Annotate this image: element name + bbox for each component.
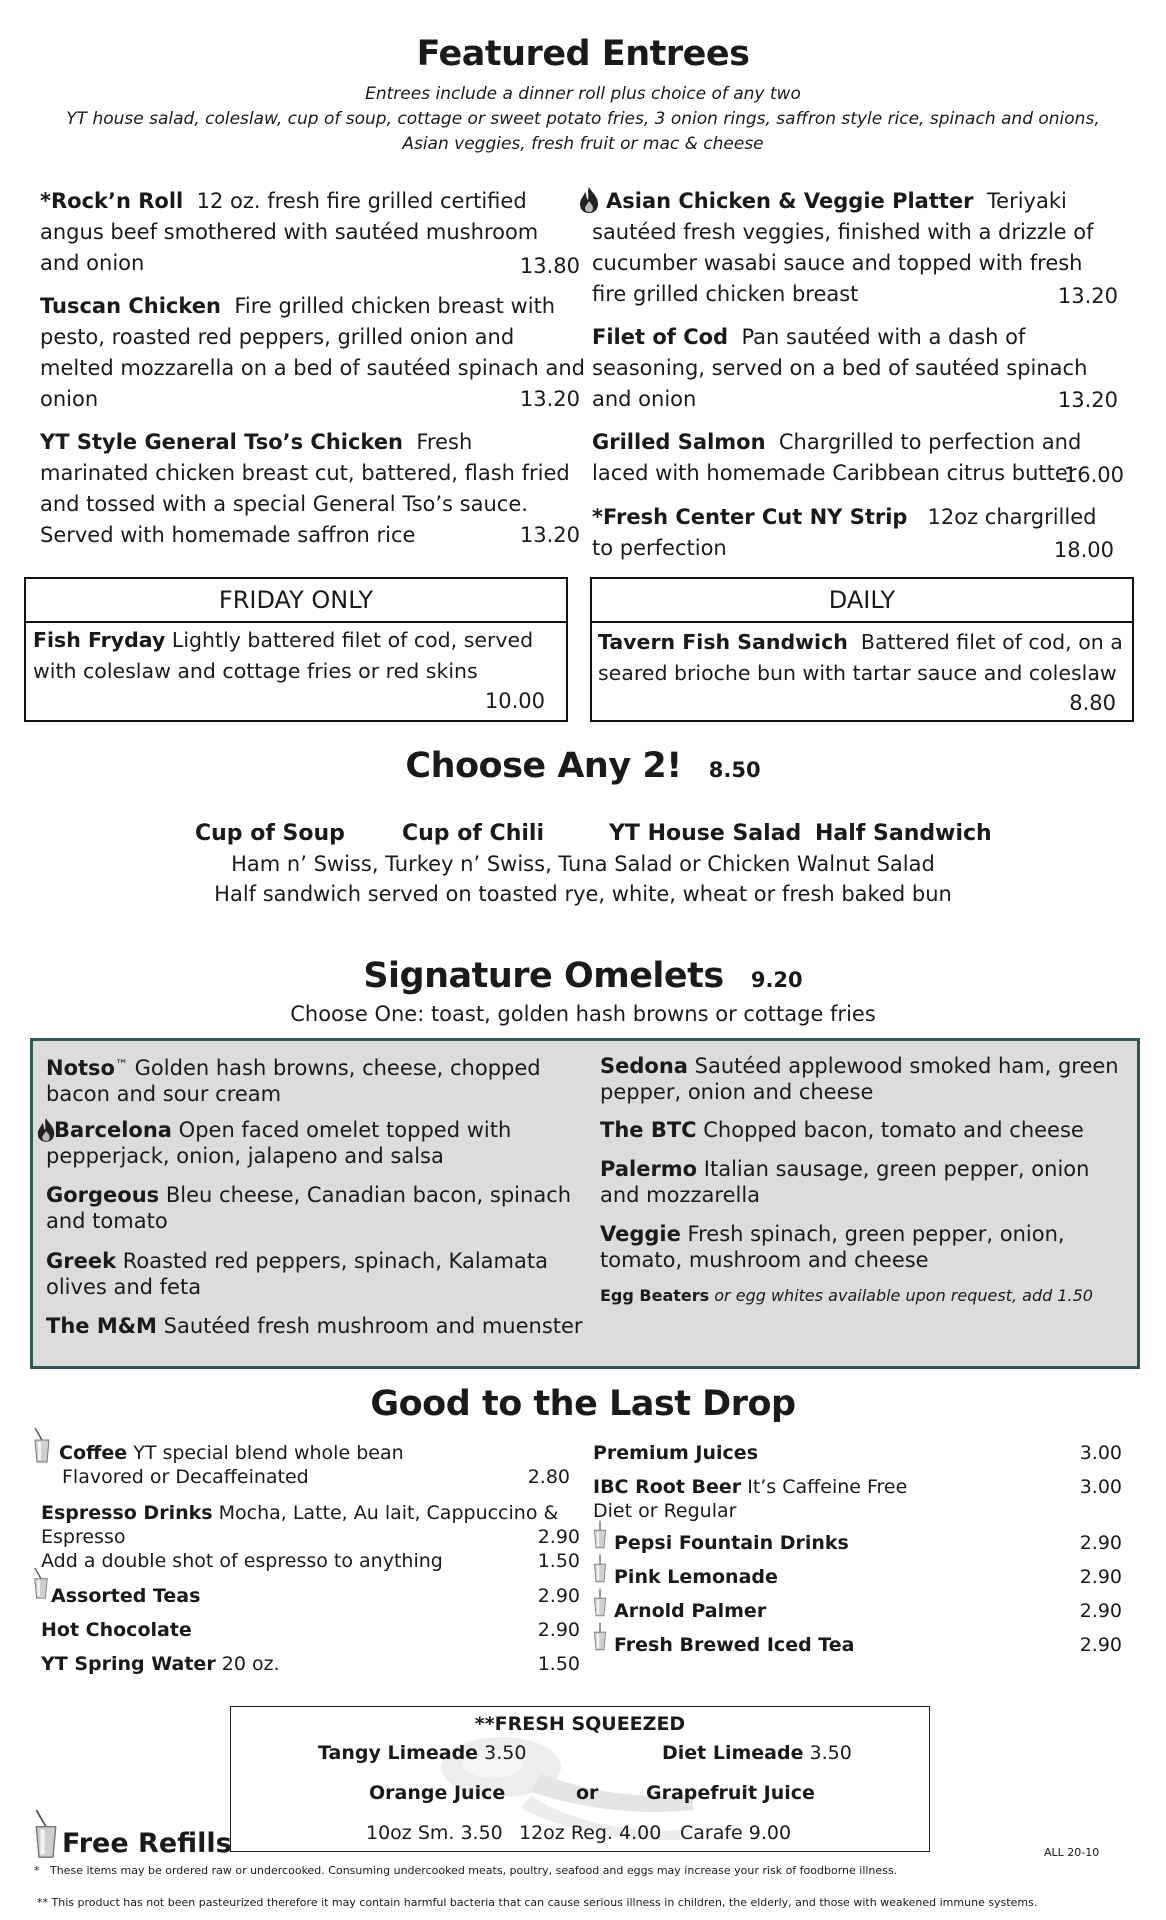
entree-desc: Teriyaki sautéed fresh veggies, finished with a drizzle of cucumber wasabi sauce and topped with fresh fire grilled chicken breast <box>592 189 1094 306</box>
drink-name: Assorted Teas <box>51 1585 201 1607</box>
squeezed-diet-limeade <box>662 1742 852 1764</box>
entree-rocknroll <box>40 186 582 282</box>
drinks-left <box>32 1428 580 1718</box>
squeezed-item-price: 3.50 <box>484 1742 527 1764</box>
drink-espresso <box>41 1501 572 1525</box>
entree-price: 13.20 <box>1057 388 1118 412</box>
omelet-name: Gorgeous <box>46 1183 160 1207</box>
drink-desc: Flavored or Decaffeinated <box>62 1466 309 1488</box>
squeezed-item-price: 3.50 <box>809 1742 852 1764</box>
drink-price: 2.90 <box>1079 1600 1122 1622</box>
omelet-desc: Bleu cheese, Canadian bacon, spinach and tomato <box>46 1183 572 1233</box>
omelet-name: Sedona <box>600 1054 688 1078</box>
daily-item-price: 8.80 <box>1069 691 1116 715</box>
free-refills-label: Free Refills <box>62 1828 232 1859</box>
omelets-header <box>0 956 1166 996</box>
drink-arnold-palmer <box>614 1599 1122 1623</box>
drink-price: 2.90 <box>1079 1566 1122 1588</box>
cup-icon <box>592 1552 608 1586</box>
drink-name: Fresh Brewed Iced Tea <box>614 1634 855 1656</box>
drink-pink-lemonade <box>614 1565 1122 1589</box>
daily-item-desc: Battered filet of cod, on a seared brioche bun with tartar sauce and coleslaw <box>598 630 1123 685</box>
footnote-mark: ** <box>37 1896 48 1909</box>
omelet-name: Greek <box>46 1249 117 1273</box>
choose-price: 8.50 <box>708 758 761 782</box>
omelet-name: Barcelona <box>54 1118 172 1142</box>
entree-price: 13.20 <box>519 387 580 411</box>
entree-name: Tuscan Chicken <box>40 294 221 318</box>
omelet-desc: Sautéed applewood smoked ham, green pepper, onion and cheese <box>600 1054 1119 1104</box>
entree-desc: Chargrilled to perfection and laced with homemade Caribbean citrus butter <box>592 430 1082 485</box>
omelet-desc: Roasted red peppers, spinach, Kalamata olives and feta <box>46 1249 548 1299</box>
menu-code: ALL 20-10 <box>1044 1846 1100 1859</box>
omelet-veggie <box>600 1221 1130 1273</box>
footnote-unpasteurized <box>37 1896 1137 1909</box>
choose-option-soup: Cup of Soup <box>195 821 345 846</box>
friday-item-price: 10.00 <box>484 689 545 713</box>
drink-name: Coffee <box>59 1442 128 1464</box>
omelet-barcelona <box>46 1117 586 1169</box>
drink-ibc-root-beer <box>593 1475 1122 1499</box>
entree-name: Rock’n Roll <box>50 189 184 213</box>
drink-hot-chocolate <box>41 1618 580 1642</box>
trademark-mark: ™ <box>114 1058 128 1073</box>
drink-desc: YT special blend whole bean <box>133 1442 404 1464</box>
squeezed-item-name: Tangy Limeade <box>318 1742 479 1764</box>
fresh-squeezed-title: **FRESH SQUEEZED <box>474 1713 686 1735</box>
choose-option-sandwich: Half Sandwich <box>815 821 992 846</box>
friday-item <box>33 625 555 717</box>
drink-desc: Add a double shot of espresso to anything <box>41 1550 443 1572</box>
drink-name: Pink Lemonade <box>614 1566 778 1588</box>
omelet-note-desc: or egg whites available upon request, add 1.50 <box>714 1286 1093 1305</box>
entree-price: 13.20 <box>519 523 580 547</box>
entree-name: Fresh Center Cut NY Strip <box>602 505 908 529</box>
entree-price: 16.00 <box>1063 463 1124 487</box>
featured-subtitle-1: Entrees include a dinner roll plus choice of any two <box>365 84 801 104</box>
squeezed-or: or <box>576 1782 599 1804</box>
friday-item-name: Fish Fryday <box>33 628 166 652</box>
omelet-name: The BTC <box>600 1118 697 1142</box>
drink-spring-water <box>41 1652 580 1676</box>
drink-pepsi <box>614 1531 1122 1555</box>
cup-icon <box>592 1586 608 1620</box>
entree-tuscan-chicken <box>40 291 588 415</box>
omelets-subtitle: Choose One: toast, golden hash browns or cottage fries <box>290 1002 876 1026</box>
omelets-price: 9.20 <box>750 968 803 992</box>
squeezed-size-carafe: Carafe 9.00 <box>680 1822 792 1844</box>
omelet-name: Veggie <box>600 1222 681 1246</box>
drink-desc: Mocha, Latte, Au lait, Cappuccino & <box>218 1502 559 1524</box>
entree-filet-of-cod <box>592 322 1120 416</box>
omelet-btc <box>600 1117 1130 1143</box>
entree-name: Filet of Cod <box>592 325 729 349</box>
footnote-raw-undercooked <box>34 1864 1134 1877</box>
squeezed-item-name: Diet Limeade <box>662 1742 804 1764</box>
drink-price: 1.50 <box>537 1550 580 1572</box>
squeezed-grapefruit-juice: Grapefruit Juice <box>646 1782 815 1804</box>
entree-ny-strip <box>592 502 1120 566</box>
entree-price: 18.00 <box>1053 538 1114 562</box>
entree-desc: 12oz chargrilled to perfection <box>592 505 1097 560</box>
entree-price: 13.20 <box>1057 284 1118 308</box>
drink-iced-tea <box>614 1633 1122 1657</box>
omelet-egg-note <box>600 1285 1130 1307</box>
choose-option-chili: Cup of Chili <box>402 821 544 846</box>
drink-name: YT Spring Water <box>41 1653 216 1675</box>
omelet-name: The M&M <box>46 1314 157 1338</box>
squeezed-size-regular: 12oz Reg. 4.00 <box>519 1822 662 1844</box>
entree-grilled-salmon <box>592 427 1124 491</box>
drink-price: 3.00 <box>1079 1442 1122 1464</box>
choose-header <box>0 746 1166 786</box>
footnote-text: These items may be ordered raw or undercooked. Consuming undercooked meats, poultry, seafood and eggs may increase your risk of foodborne illness. <box>50 1864 898 1877</box>
drink-name: Premium Juices <box>593 1442 758 1464</box>
daily-box <box>590 577 1134 722</box>
choose-sandwich-types: Ham n’ Swiss, Turkey n’ Swiss, Tuna Salad or Chicken Walnut Salad <box>231 852 935 876</box>
omelet-name: Notso <box>46 1056 115 1080</box>
cup-icon <box>592 1518 608 1552</box>
entree-desc: Fire grilled chicken breast with pesto, roasted red peppers, grilled onion and melted mozzarella on a bed of sautéed spinach and onion <box>40 294 585 411</box>
drink-desc: Espresso <box>41 1526 126 1548</box>
featured-subtitle-3: Asian veggies, fresh fruit or mac & cheese <box>402 134 764 154</box>
drinks-right <box>592 1428 1122 1698</box>
drink-espresso-line <box>41 1525 580 1549</box>
omelet-desc: Golden hash browns, cheese, chopped bacon and sour cream <box>46 1056 541 1106</box>
omelet-palermo <box>600 1156 1130 1208</box>
entree-price: 13.80 <box>519 254 580 278</box>
entree-name: Asian Chicken & Veggie Platter <box>606 189 974 213</box>
drink-price: 2.90 <box>1079 1634 1122 1656</box>
omelet-gorgeous <box>46 1182 586 1234</box>
featured-subtitle-2: YT house salad, coleslaw, cup of soup, cottage or sweet potato fries, 3 onion rings, saffron style rice, spinach and onions, <box>66 109 1100 129</box>
cup-icon <box>32 1568 50 1600</box>
entree-prefix: * <box>592 505 603 529</box>
drink-ibc-options: Diet or Regular <box>593 1500 737 1522</box>
footnote-text: This product has not been pasteurized therefore it may contain harmful bacteria that can cause serious illness in children, the elderly, and those with weakened immune systems. <box>51 1896 1038 1909</box>
featured-title: Featured Entrees <box>416 34 750 74</box>
entree-desc: Fresh marinated chicken breast cut, battered, flash fried and tossed with a special General Tso’s sauce. Served with homemade saffron rice <box>40 430 570 547</box>
friday-item-desc: Lightly battered filet of cod, served with coleslaw and cottage fries or red skins <box>33 628 534 683</box>
drink-price: 2.90 <box>537 1585 580 1607</box>
squeezed-tangy-limeade <box>318 1742 526 1764</box>
drink-price: 2.90 <box>1079 1532 1122 1554</box>
choose-option-salad: YT House Salad <box>609 821 802 846</box>
choose-title: Choose Any 2! <box>405 746 682 786</box>
drink-price: 3.00 <box>1079 1476 1122 1498</box>
drinks-title: Good to the Last Drop <box>370 1384 796 1424</box>
drink-price: 1.50 <box>537 1653 580 1675</box>
daily-title: DAILY <box>592 579 1132 623</box>
drink-price: 2.90 <box>537 1526 580 1548</box>
fresh-squeezed-box <box>230 1706 930 1852</box>
drink-premium-juices <box>593 1441 1122 1465</box>
omelet-greek <box>46 1248 586 1300</box>
drink-coffee-options <box>62 1465 570 1489</box>
squeezed-size-small: 10oz Sm. 3.50 <box>366 1822 503 1844</box>
drink-desc: It’s Caffeine Free <box>747 1476 908 1498</box>
omelet-desc: Fresh spinach, green pepper, onion, tomato, mushroom and cheese <box>600 1222 1065 1272</box>
omelet-name: Palermo <box>600 1157 698 1181</box>
omelets-title: Signature Omelets <box>363 956 724 996</box>
omelet-desc: Sautéed fresh mushroom and muenster <box>163 1314 583 1338</box>
drink-assorted-teas <box>51 1584 580 1608</box>
omelet-desc: Chopped bacon, tomato and cheese <box>703 1118 1084 1142</box>
cup-icon <box>592 1620 608 1654</box>
footnote-mark: * <box>34 1864 40 1877</box>
drink-name: Arnold Palmer <box>614 1600 767 1622</box>
drink-name: IBC Root Beer <box>593 1476 742 1498</box>
entree-asian-chicken <box>592 186 1120 312</box>
cup-icon <box>32 1428 52 1464</box>
drink-price: 2.90 <box>537 1619 580 1641</box>
omelet-notso <box>46 1053 586 1107</box>
daily-item-name: Tavern Fish Sandwich <box>598 630 848 654</box>
drink-price: 2.80 <box>527 1466 570 1488</box>
cup-icon <box>32 1810 60 1860</box>
squeezed-orange-juice: Orange Juice <box>369 1782 506 1804</box>
omelet-desc: Italian sausage, green pepper, onion and mozzarella <box>600 1157 1090 1207</box>
omelets-panel <box>30 1038 1140 1369</box>
entree-name: Grilled Salmon <box>592 430 766 454</box>
omelet-m-and-m <box>46 1313 594 1339</box>
drink-desc: 20 oz. <box>221 1653 280 1675</box>
omelet-note-name: Egg Beaters <box>600 1286 710 1305</box>
drink-double-shot <box>41 1549 580 1573</box>
entree-desc: Pan sautéed with a dash of seasoning, served on a bed of sautéed spinach and onion <box>592 325 1088 411</box>
drink-name: Pepsi Fountain Drinks <box>614 1532 849 1554</box>
drink-name: Espresso Drinks <box>41 1502 213 1524</box>
choose-bread-note: Half sandwich served on toasted rye, white, wheat or fresh baked bun <box>214 882 952 906</box>
entree-general-tso <box>40 427 582 551</box>
omelet-desc: Open faced omelet topped with pepperjack, onion, jalapeno and salsa <box>46 1118 512 1168</box>
friday-only-box <box>24 577 568 722</box>
friday-only-title: FRIDAY ONLY <box>26 579 566 623</box>
drink-name: Hot Chocolate <box>41 1619 192 1641</box>
daily-item <box>598 627 1126 719</box>
drink-coffee <box>59 1441 567 1465</box>
entree-desc: 12 oz. fresh fire grilled certified angus beef smothered with sautéed mushroom and onion <box>40 189 539 275</box>
entree-name: YT Style General Tso’s Chicken <box>40 430 404 454</box>
omelet-sedona <box>600 1053 1130 1105</box>
entree-prefix: * <box>40 189 51 213</box>
